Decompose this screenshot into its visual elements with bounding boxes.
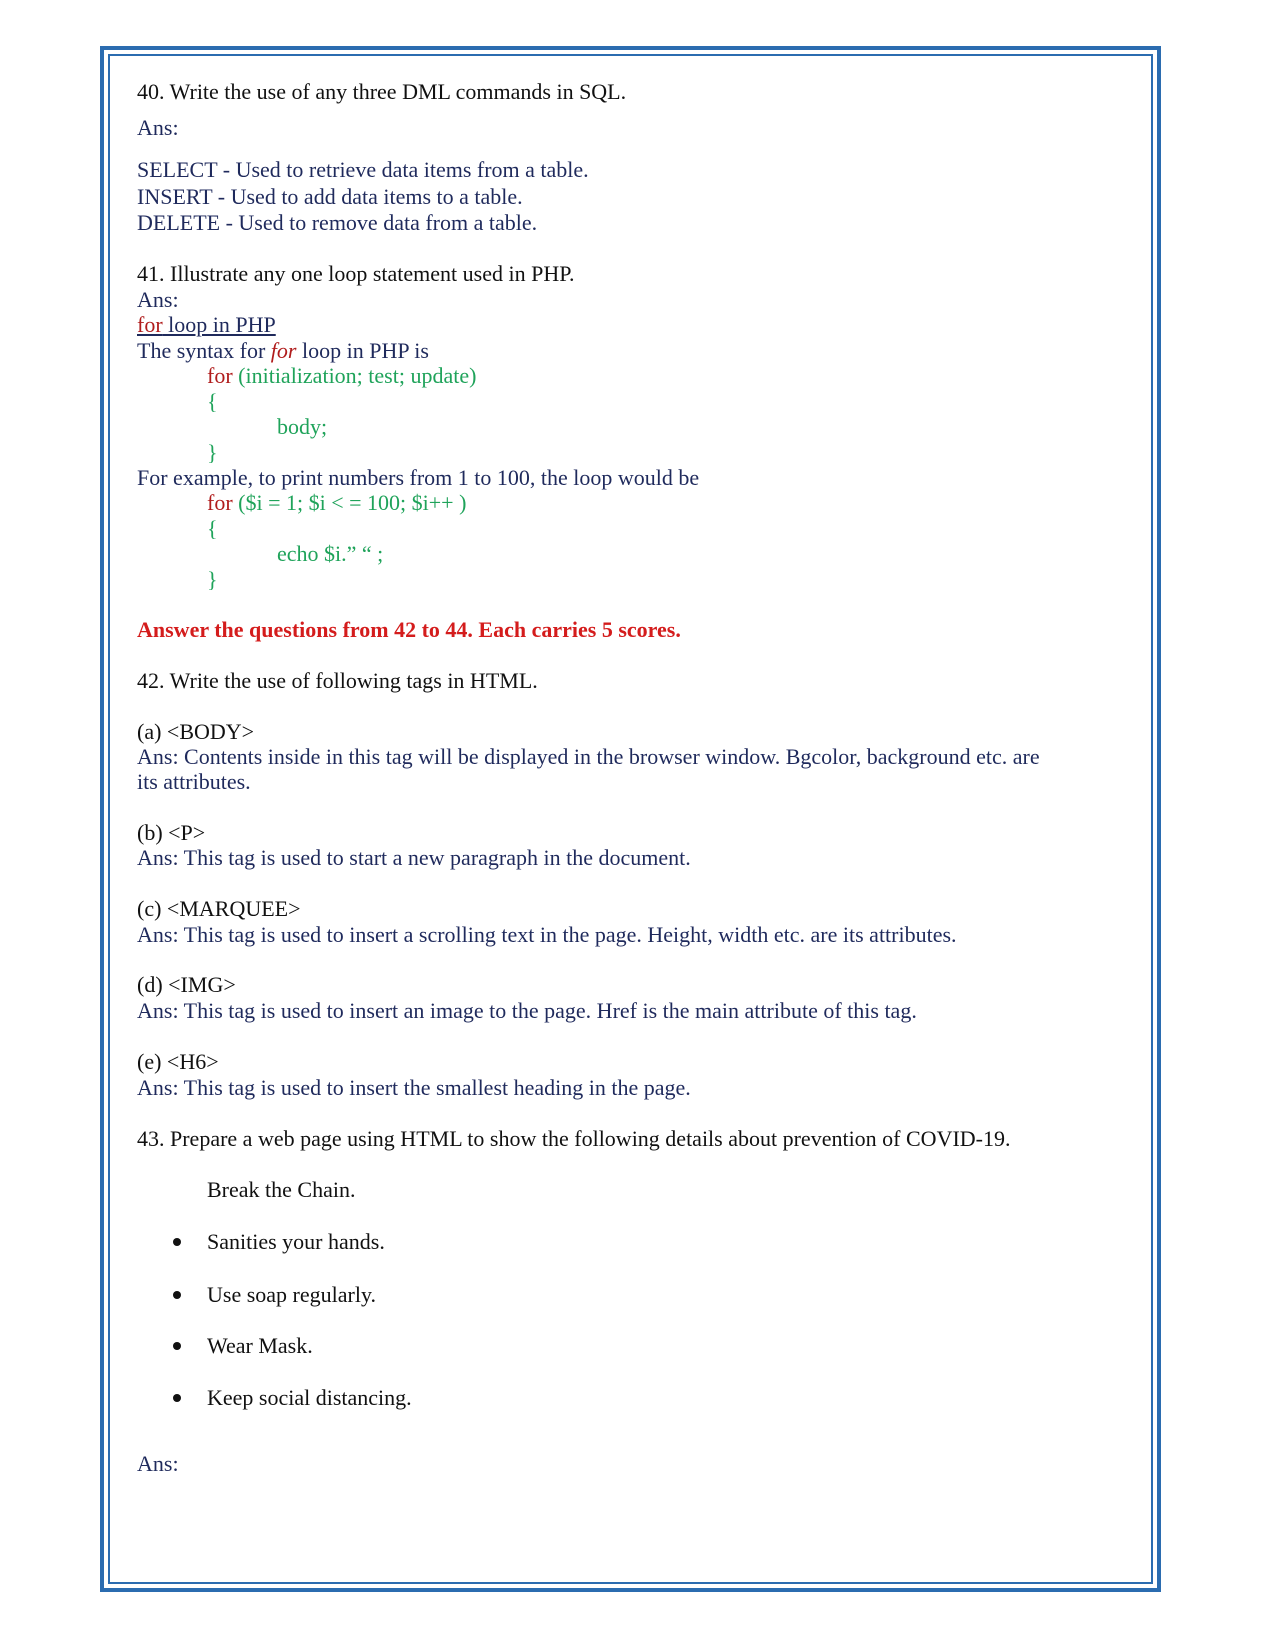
- q41-syntax-open-brace: {: [207, 389, 218, 414]
- q41-example-body: echo $i.” “ ;: [277, 541, 384, 566]
- q43-bullet-item: Use soap regularly.: [207, 1282, 377, 1307]
- q42-b-answer: Ans: This tag is used to start a new paragraph in the document.: [137, 845, 691, 870]
- q41-syntax-pre: The syntax for: [137, 338, 271, 363]
- q41-title-text: loop in PHP: [162, 312, 276, 337]
- q41-example-close-brace: }: [207, 567, 218, 592]
- bullet-dot-icon: [173, 1342, 181, 1350]
- q43-bullet-item: Sanities your hands.: [207, 1229, 385, 1254]
- bullet-dot-icon: [173, 1394, 181, 1402]
- q41-syntax-post: loop in PHP is: [296, 338, 429, 363]
- q41-syntax-code-text: (initialization; test; update): [232, 363, 477, 388]
- q42-c-tag: (c) <MARQUEE>: [137, 896, 301, 921]
- q42-d-answer: Ans: This tag is used to insert an image to the page. Href is the main attribute of this tag.: [137, 998, 917, 1023]
- q42-a-answer-line1: Ans: Contents inside in this tag will be displayed in the browser window. Bgcolor, background etc. are: [137, 744, 1040, 769]
- q42-b-tag: (b) <P>: [137, 820, 206, 845]
- q40-item-insert: INSERT - Used to add data items to a table.: [137, 184, 523, 209]
- q41-question: 41. Illustrate any one loop statement used in PHP.: [137, 261, 575, 286]
- q40-question: 40. Write the use of any three DML commands in SQL.: [137, 79, 627, 104]
- q41-example-intro: For example, to print numbers from 1 to 100, the loop would be: [137, 465, 700, 490]
- q42-a-answer-line2: its attributes.: [137, 769, 251, 794]
- section-heading: Answer the questions from 42 to 44. Each carries 5 scores.: [137, 617, 681, 642]
- q41-syntax-close-brace: }: [207, 440, 218, 465]
- q40-item-select: SELECT - Used to retrieve data items from a table.: [137, 157, 589, 182]
- q41-syntax-keyword: for: [270, 338, 297, 363]
- q41-syntax-intro: [137, 338, 429, 364]
- q42-a-tag: (a) <BODY>: [137, 719, 255, 744]
- q42-question: 42. Write the use of following tags in HTML.: [137, 668, 538, 693]
- q41-syntax-body: body;: [277, 414, 328, 439]
- q42-d-tag: (d) <IMG>: [137, 972, 236, 997]
- q41-syntax-code: [207, 363, 476, 389]
- q41-example-code-keyword: for: [207, 490, 233, 515]
- q40-item-delete: DELETE - Used to remove data from a table.: [137, 210, 538, 235]
- q41-example-code-text: ($i = 1; $i < = 100; $i++ ): [232, 490, 467, 515]
- q41-syntax-code-keyword: for: [207, 363, 233, 388]
- q41-example-open-brace: {: [207, 516, 218, 541]
- q43-heading: Break the Chain.: [207, 1177, 356, 1202]
- q43-question: 43. Prepare a web page using HTML to show the following details about prevention of COVID-19.: [137, 1126, 1011, 1151]
- q42-e-answer: Ans: This tag is used to insert the smallest heading in the page.: [137, 1075, 691, 1100]
- q43-bullet-item: Keep social distancing.: [207, 1385, 412, 1410]
- q43-bullet-item: Wear Mask.: [207, 1333, 313, 1358]
- bullet-dot-icon: [173, 1238, 181, 1246]
- q41-title-keyword: for: [137, 312, 163, 337]
- q41-ans-label: Ans:: [137, 287, 179, 312]
- bullet-dot-icon: [173, 1291, 181, 1299]
- q43-ans-label: Ans:: [137, 1451, 179, 1476]
- q42-c-answer: Ans: This tag is used to insert a scrolling text in the page. Height, width etc. are its attributes.: [137, 922, 957, 947]
- q42-e-tag: (e) <H6>: [137, 1049, 219, 1074]
- q41-answer-title: [137, 312, 276, 338]
- q40-ans-label: Ans:: [137, 115, 179, 140]
- q41-example-code: [207, 490, 466, 516]
